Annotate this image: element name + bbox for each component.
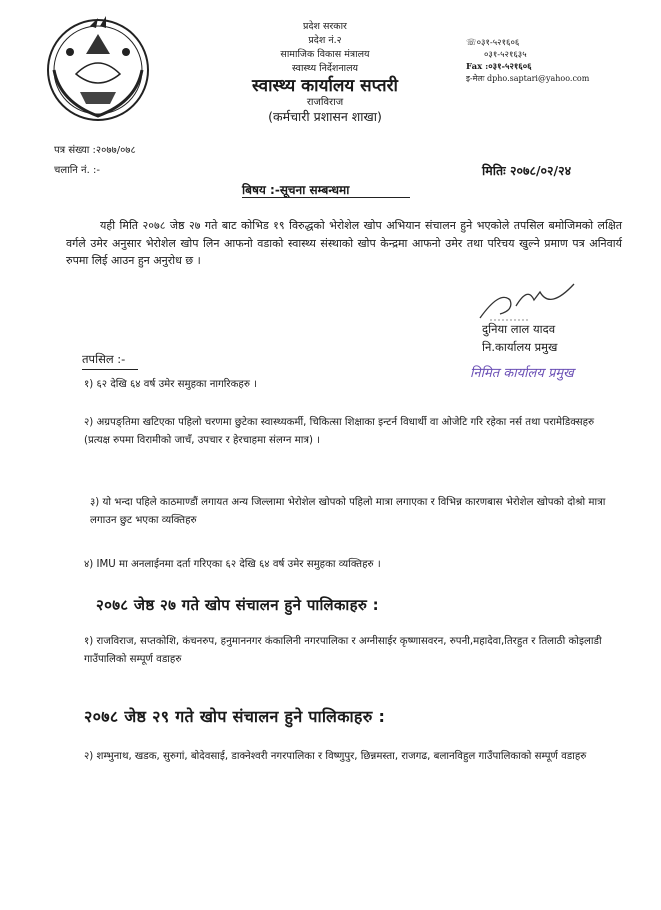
phone-1: ☏०३१-५२१६०६ xyxy=(466,38,520,48)
signatory-block xyxy=(482,320,557,356)
letter-number: पत्र संख्या :२०७७/०७८ xyxy=(54,145,136,156)
branch-name: (कर्मचारी प्रशासन शाखा) xyxy=(268,109,382,124)
fax: Fax :०३१-५२१६०६ xyxy=(466,62,532,72)
header-line-1: प्रदेश सरकार xyxy=(303,21,347,32)
signatory-name: दुनिया लाल यादव xyxy=(482,322,556,336)
header-line-2: प्रदेश नं.२ xyxy=(308,35,342,46)
tapasil-item-3: ३) यो भन्दा पहिले काठमाण्डौं लगायत अन्य जिल्लामा भेरोशेल खोपको पहिलो मात्रा लगाएका र विभिन्न कारणबास भेरोशेल खोपको दोश्रो मात्रा लगाउन छुट भएका व्यक्तिहरु xyxy=(90,497,606,526)
section-1-title: २०७८ जेष्ठ २७ गते खोप संचालन हुने पालिकाहरु : xyxy=(96,596,379,614)
dispatch-number: चलानि नं. :- xyxy=(54,165,100,176)
section-2-title: २०७८ जेष्ठ २९ गते खोप संचालन हुने पालिकाहरु : xyxy=(84,707,386,726)
header-line-3: सामाजिक विकास मंत्रालय xyxy=(280,49,370,60)
tapasil-item-4: ४) IMU मा अनलाईनमा दर्ता गरिएका ६२ देखि ६४ वर्ष उमेर समुहका व्यक्तिहरु । xyxy=(84,559,381,570)
tapasil-underline xyxy=(82,369,138,370)
phone-2: ०३१-५२१६३५ xyxy=(484,50,527,60)
contact-block xyxy=(466,37,589,85)
section-1-text: १) राजविराज, सप्तकोशि, कंचनरुप, हनुमाननगर कंकालिनी नगरपालिका र अग्नीसाईर कृष्णासवरन, रुपनी,महादेवा,तिरहुत र तिलाठी कोइलाडी गाउँपालिको सम्पूर्ण वडाहरु xyxy=(84,636,602,665)
email: इ-मेलः dpho.saptari@yahoo.com xyxy=(466,74,590,83)
body-text: यही मिति २०७८ जेष्ठ २७ गते बाट कोभिड १९ विरुद्धको भेरोशेल खोप अभियान संचालन हुने भएकोले तपसिल बमोजिमको लक्षित वर्गले उमेर अनुसार भेरोशेल खोप लिन आफनो वडाको स्वास्थ्य संस्थाको खोप केन्द्रमा आफनो उमेर तथा परिचय खुल्ने प्रमाण पत्र अनिवार्य रुपमा लिई आउन हुन अनुरोध छ । xyxy=(66,219,622,267)
office-name: स्वास्थ्य कार्यालय सप्तरी xyxy=(252,76,398,96)
section-2-text: २) शम्भुनाथ, खडक, सुरुगां, बोदेवसाई, डाक्नेश्वरी नगरपालिका र विष्णुपुर, छिन्नमस्ता, राजगढ, बलानविहुल गाउँपालिकाको सम्पूर्ण वडाहरु xyxy=(84,751,587,762)
tapasil-item-1: १) ६२ देखि ६४ वर्ष उमेर समुहका नागरिकहरु । xyxy=(84,379,258,390)
body-paragraph xyxy=(66,217,622,270)
letter-date: मितिः २०७८/०२/२४ xyxy=(482,163,572,178)
signatory-title: नि.कार्यालय प्रमुख xyxy=(482,340,558,354)
subject: बिषय :-सूचना सम्बन्धमा xyxy=(242,183,350,197)
nepal-emblem-icon xyxy=(40,12,156,124)
office-location: राजविराज xyxy=(306,97,344,108)
tapasil-heading: तपसिल :- xyxy=(82,352,126,366)
office-stamp: निमित कार्यालय प्रमुख xyxy=(470,366,574,381)
header-line-4: स्वास्थ्य निर्देशनालय xyxy=(291,63,359,74)
subject-underline xyxy=(242,197,410,198)
signature-icon xyxy=(470,280,580,324)
tapasil-item-2: २) अग्रपङ्तिमा खटिएका पहिलो चरणमा छुटेका स्वास्थ्यकर्मी, चिकित्सा शिक्षाका इन्टर्न विधार्थी वा ओजेटि गरि रहेका नर्स तथा परामेडिक्सहरु (प्रत्यक्ष रुपमा विरामीको जाचँ, उपचार र हेरचाहमा संलग्न मात्र) । xyxy=(84,417,595,446)
